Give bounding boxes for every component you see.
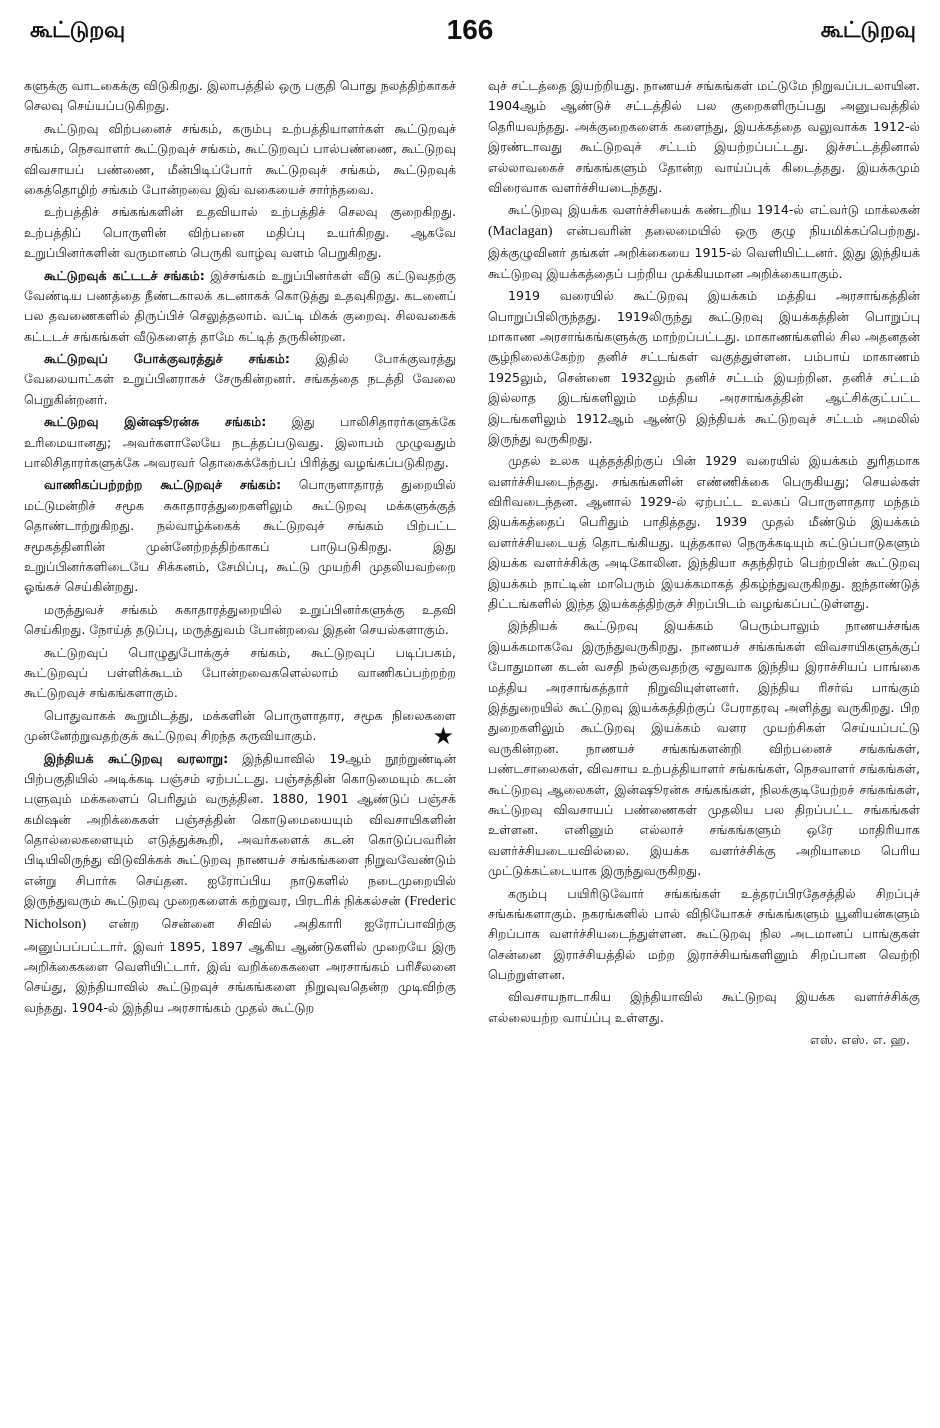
paragraph: முதல் உலக யுத்தத்திற்குப் பின் 1929 வரையில் இயக்கம் துரிதமாக வளர்ச்சியடைந்தது. சங்கங்களின் எண்ணிக்கை பெருகியது; செயல்கள் விரிவடைந்தன. ஆனால் 1929-ல் ஏற்பட்ட உலகப் பொருளாதார மந்தம் இயக்கத்தைப் பெரிதும் பாதித்தது. 1939 முதல் மீண்டும் இயக்கம் வளர்ச்சியடையத் தொடங்கியது. யுத்தகால நெருக்கடியும் கட்டுப்பாடுகளும் இயக்க வளர்ச்சிக்கு அடிகோலின. இந்தியா சுதந்திரம் பெற்றபின் கூட்டுறவு இயக்கம் நாட்டின் மாபெரும் இயக்கமாகத் திகழ்ந்துவருகிறது. ஐந்தாண்டுத் திட்டங்களில் இந்த இயக்கத்திற்குச் சிறப்பிடம் வழங்கப்பட்டுள்ளது. <box>488 453 920 612</box>
star-icon: ★ <box>432 722 454 751</box>
section-paragraph <box>24 412 456 473</box>
page-header <box>0 0 940 58</box>
paragraph <box>488 200 920 284</box>
section-heading: இந்தியக் கூட்டுறவு வரலாறு: <box>44 750 229 766</box>
running-head-right: கூட்டுறவு <box>820 18 916 43</box>
latin-name: (Frederic Nicholson) <box>24 894 456 932</box>
paragraph: வுச் சட்டத்தை இயற்றியது. நாணயச் சங்கங்கள் மட்டுமே நிறுவப்படலாயின. 1904ஆம் ஆண்டுச் சட்டத்தில் பல குறைகளிருப்பது அனுபவத்தில் தெரியவந்தது. அக்குறைகளைக் களைந்து, இயக்கத்தை வலுவாக்க 1912-ல் இரண்டாவது கூட்டுறவுச் சட்டம் இயற்றப்பட்டது. இச்சட்டத்தினால் எல்லாவகைச் சங்கங்களும் தோன்ற வாய்ப்புக் கிடைத்தது. இயக்கமும் விரைவாக வளர்ச்சியடைந்தது. <box>488 78 920 195</box>
paragraph-text-continued: என்பவரின் தலைமையில் ஒரு குழு நியமிக்கப்பெற்றது. இக்குழுவினர் தங்கள் அறிக்கையை 1915-ல் வெளியிட்டனர். இது இந்தியக் கூட்டுறவு இயக்கத்தைப் பற்றிய முக்கியமான அறிக்கையாகும். <box>488 222 920 281</box>
section-heading: கூட்டுறவுக் கட்டடச் சங்கம்: <box>44 267 205 283</box>
running-head-left: கூட்டுறவு <box>30 18 126 43</box>
section-body: இது பாலிசிதாரர்களுக்கே உரிமையானது; அவர்களாலேயே நடத்தப்படுவது. இலாபம் முழுவதும் பாலிசிதாரர்களுக்கே அவரவர் தொகைக்கேற்பப் பிரித்து வழங்கப்படுகிறது. <box>24 414 456 471</box>
page-number: 166 <box>446 14 494 45</box>
paragraph: கரும்பு பயிரிடுவோர் சங்கங்கள் உத்தரப்பிரதேசத்தில் சிறப்புச் சங்கங்களாகும். நகரங்களில் பால் விநியோகச் சங்கங்களும் யூனியன்களும் சிறப்பாக வளர்ச்சியடைந்துள்ளன. கூட்டுறவு நில அடமானப் பாங்குகள் சென்னை இராச்சியத்தில் மற்ற இராச்சியங்களினும் சிறப்பான வெற்றி பெற்றுள்ளன. <box>488 885 920 983</box>
paragraph-text: கூட்டுறவு இயக்க வளர்ச்சியைக் கண்டறிய 1914-ல் எட்வர்டு மாக்லகன் <box>508 202 920 218</box>
paragraph: 1919 வரையில் கூட்டுறவு இயக்கம் மத்திய அரசாங்கத்தின் பொறுப்பிலிருந்தது. 1919லிருந்து கூட்டுறவு இயக்கத்தின் பொறுப்பு மாகாண அரசாங்கங்களுக்கு மாற்றப்பட்டது. மாகாணங்களில் சில அதனதன் சூழ்நிலைக்கேற்ற தனிச் சட்டங்கள் வகுத்துள்ளன. பம்பாய் மாகாணம் 1925லும், சென்னை 1932லும் தனிச் சட்டம் இயற்றின. தனிச் சட்டம் இல்லாத இடங்களிலும் மத்திய அரசாங்கத்தின் ஆட்சிக்குட்பட்ட இடங்களிலும் 1912ஆம் ஆண்டு இந்தியக் கூட்டுறவுச் சட்டம் அமலில் இருந்து வருகிறது. <box>488 288 920 446</box>
paragraph: களுக்கு வாடகைக்கு விடுகிறது. இலாபத்தில் ஒரு பகுதி பொது நலத்திற்காகச் செலவு செய்யப்படுகிறது. <box>24 78 456 114</box>
paragraph: கூட்டுறவுப் பொழுதுபோக்குச் சங்கம், கூட்டுறவுப் படிப்பகம், கூட்டுறவுப் பள்ளிக்கூடம் போன்றவைகளெல்லாம் வாணிகப்பற்றற்ற கூட்டுறவுச் சங்கங்களாகும். <box>24 644 456 701</box>
section-body: இந்தியாவில் 19ஆம் நூற்றுண்டின் பிற்பகுதியில் அடிக்கடி பஞ்சம் ஏற்பட்டது. பஞ்சத்தின் கொடுமையும் கடன் பளுவும் மக்களைப் பெரிதும் வருத்தின. 1880, 1901 ஆண்டுப் பஞ்சக் கமிஷன் அறிக்கைகள் பஞ்சத்தின் கொடுமையையும் விவசாயிகளின் தொல்லைகளையும் எடுத்துக்கூறி, அவர்களைக் கடன் கொடுப்பவரின் பிடியிலிருந்து விடுவிக்கக் கூட்டுறவு நாணயச் சங்கங்களை நிறுவவேண்டும் என்று சிபார்சு செய்தன. ஐரோப்பிய நாடுகளில் நடைமுறையில் இருந்துவரும் கூட்டுறவு முறைகளைக் கற்றுவர, பிரடரிக் நிக்கல்சன் <box>24 750 456 909</box>
section-paragraph <box>24 749 456 1019</box>
paragraph: கூட்டுறவு விற்பனைச் சங்கம், கரும்பு உற்பத்தியாளர்கள் கூட்டுறவுச் சங்கம், நெசவாளர் கூட்டுறவுச் சங்கம், கூட்டுறவுப் பால்பண்ணை, கூட்டுறவு விவசாயப் பண்ணை, மீன்பிடிப்போர் கூட்டுறவுச் சங்கம், கூட்டுறவுக் கைத்தொழிற் சங்கம் போன்றவை இவ் வகையைச் சார்ந்தவை. <box>24 120 456 197</box>
section-body: பொருளாதாரத் துறையில் மட்டுமன்றிச் சமூக சுகாதாரத்துறைகளிலும் கூட்டுறவு மக்களுக்குத் தொண்டாற்றுகிறது. நல்வாழ்க்கைக் கூட்டுறவுச் சங்கம் பிற்பட்ட சமூகத்தினரின் முன்னேற்றத்திற்காகப் பாடுபடுகிறது. இது உறுப்பினர்களிடையே சிக்கனம், சேமிப்பு, கூட்டு முயற்சி முதலியவற்றை ஓங்கச் செய்கின்றது. <box>24 477 456 595</box>
paragraph: விவசாயநாடாகிய இந்தியாவில் கூட்டுறவு இயக்க வளர்ச்சிக்கு எல்லையற்ற வாய்ப்பு உள்ளது. <box>488 989 920 1025</box>
left-column <box>24 76 456 1416</box>
author-signature: எஸ். எஸ். எ. ஹ. <box>810 1032 910 1048</box>
section-heading: வாணிகப்பற்றற்ற கூட்டுறவுச் சங்கம்: <box>44 477 282 493</box>
section-paragraph <box>24 266 456 348</box>
paragraph: உற்பத்திச் சங்கங்களின் உதவியால் உற்பத்திச் செலவு குறைகிறது. உற்பத்திப் பொருளின் விற்பனை மதிப்பு உயர்கிறது. ஆகவே உறுப்பினர்களின் வருமானம் பெருகி வாழ்வு வளம் பெறுகிறது. <box>24 204 456 261</box>
section-heading: கூட்டுறவு இன்ஷூரன்சு சங்கம்: <box>44 414 267 430</box>
latin-name: (Maclagan) <box>488 223 553 239</box>
paragraph-text: பொதுவாகக் கூறுமிடத்து, மக்களின் பொருளாதார, சமூக நிலைகளை முன்னேற்றுவதற்குக் கூட்டுறவு சிறந்த கருவியாகும். <box>24 707 456 744</box>
right-column <box>488 76 920 1416</box>
section-body: இச்சங்கம் உறுப்பினர்கள் வீடு கட்டுவதற்கு வேண்டிய பணத்தை நீண்டகாலக் கடனாகக் கொடுத்து உதவுகிறது. கடனைப் பல தவணைகளில் திருப்பிச் செலுத்தலாம். வட்டி மிகக் குறைவு. சிலவகைக் கட்டடச் சங்கங்கள் வீடுகளைத் தாமே கட்டித் தருகின்றன. <box>24 267 456 344</box>
paragraph <box>24 706 456 751</box>
section-body-continued: என்ற சென்னை சிவில் அதிகாரி ஐரோப்பாவிற்கு அனுப்பப்பட்டார். இவர் 1895, 1897 ஆகிய ஆண்டுகளில் முறையே இரு அறிக்கைகளை வெளியிட்டார். இவ் வறிக்கைகளை அரசாங்கம் பரிசீலனை செய்து, இந்தியாவில் கூட்டுறவுச் சங்கங்களை நிறுவுவதென்ற முடிவிற்கு வந்தது. 1904-ல் இந்திய அரசாங்கம் முதல் கூட்டுற <box>24 915 456 1015</box>
section-body: இதில் போக்குவரத்து வேலையாட்கள் உறுப்பினராகச் சேருகின்றனர். சங்கத்தை நடத்தி வேலை பெறுகின்றனர். <box>24 351 456 407</box>
section-paragraph <box>24 475 456 597</box>
paragraph: இந்தியக் கூட்டுறவு இயக்கம் பெரும்பாலும் நாணயச்சங்க இயக்கமாகவே இருந்துவருகிறது. நாணயச் சங்கங்கள் விவசாயிகளுக்குப் போதுமான கடன் வசதி நல்குவதற்கு ஏதுவாக இந்திய இராச்சியப் பாங்கை மத்திய அரசாங்கத்தார் நிறுவியுள்ளனர். இந்திய ரிசர்வ் பாங்கும் இத்துறையில் கூட்டுறவு இயக்கத்திற்குப் பேராதரவு அளித்து வருகிறது. பிற துறைகளிலும் கூட்டுறவு இயக்கம் வளர முயற்சிகள் செய்யப்பட்டு வருகின்றன. நாணயச் சங்கங்களன்றி விற்பனைச் சங்கங்கள், பண்டசாலைகள், விவசாய உற்பத்தியாளர் சங்கங்கள், நெசவாளர் சங்கங்கள், கூட்டுறவு ஆலைகள், இன்ஷூரன்சு சங்கங்கள், நிலக்குடியேற்றச் சங்கங்கள், கூட்டுறவு விவசாயப் பண்ணைகள் முதலிய பல திறப்பட்ட சங்கங்கள் உள்ளன. எனினும் எல்லாச் சங்கங்களும் ஒரே மாதிரியாக வளர்ச்சியடையவில்லை. இயக்க வளர்ச்சிக்கு அறியாமை பெரிய முட்டுக்கட்டையாக இருந்துவருகிறது. <box>488 618 920 879</box>
section-heading: கூட்டுறவுப் போக்குவரத்துச் சங்கம்: <box>44 351 290 367</box>
paragraph: மருத்துவச் சங்கம் சுகாதாரத்துறையில் உறுப்பினர்களுக்கு உதவி செய்கிறது. நோய்த் தடுப்பு, மருத்துவம் போன்றவை இதன் செயல்களாகும். <box>24 601 456 638</box>
section-paragraph <box>24 349 456 410</box>
